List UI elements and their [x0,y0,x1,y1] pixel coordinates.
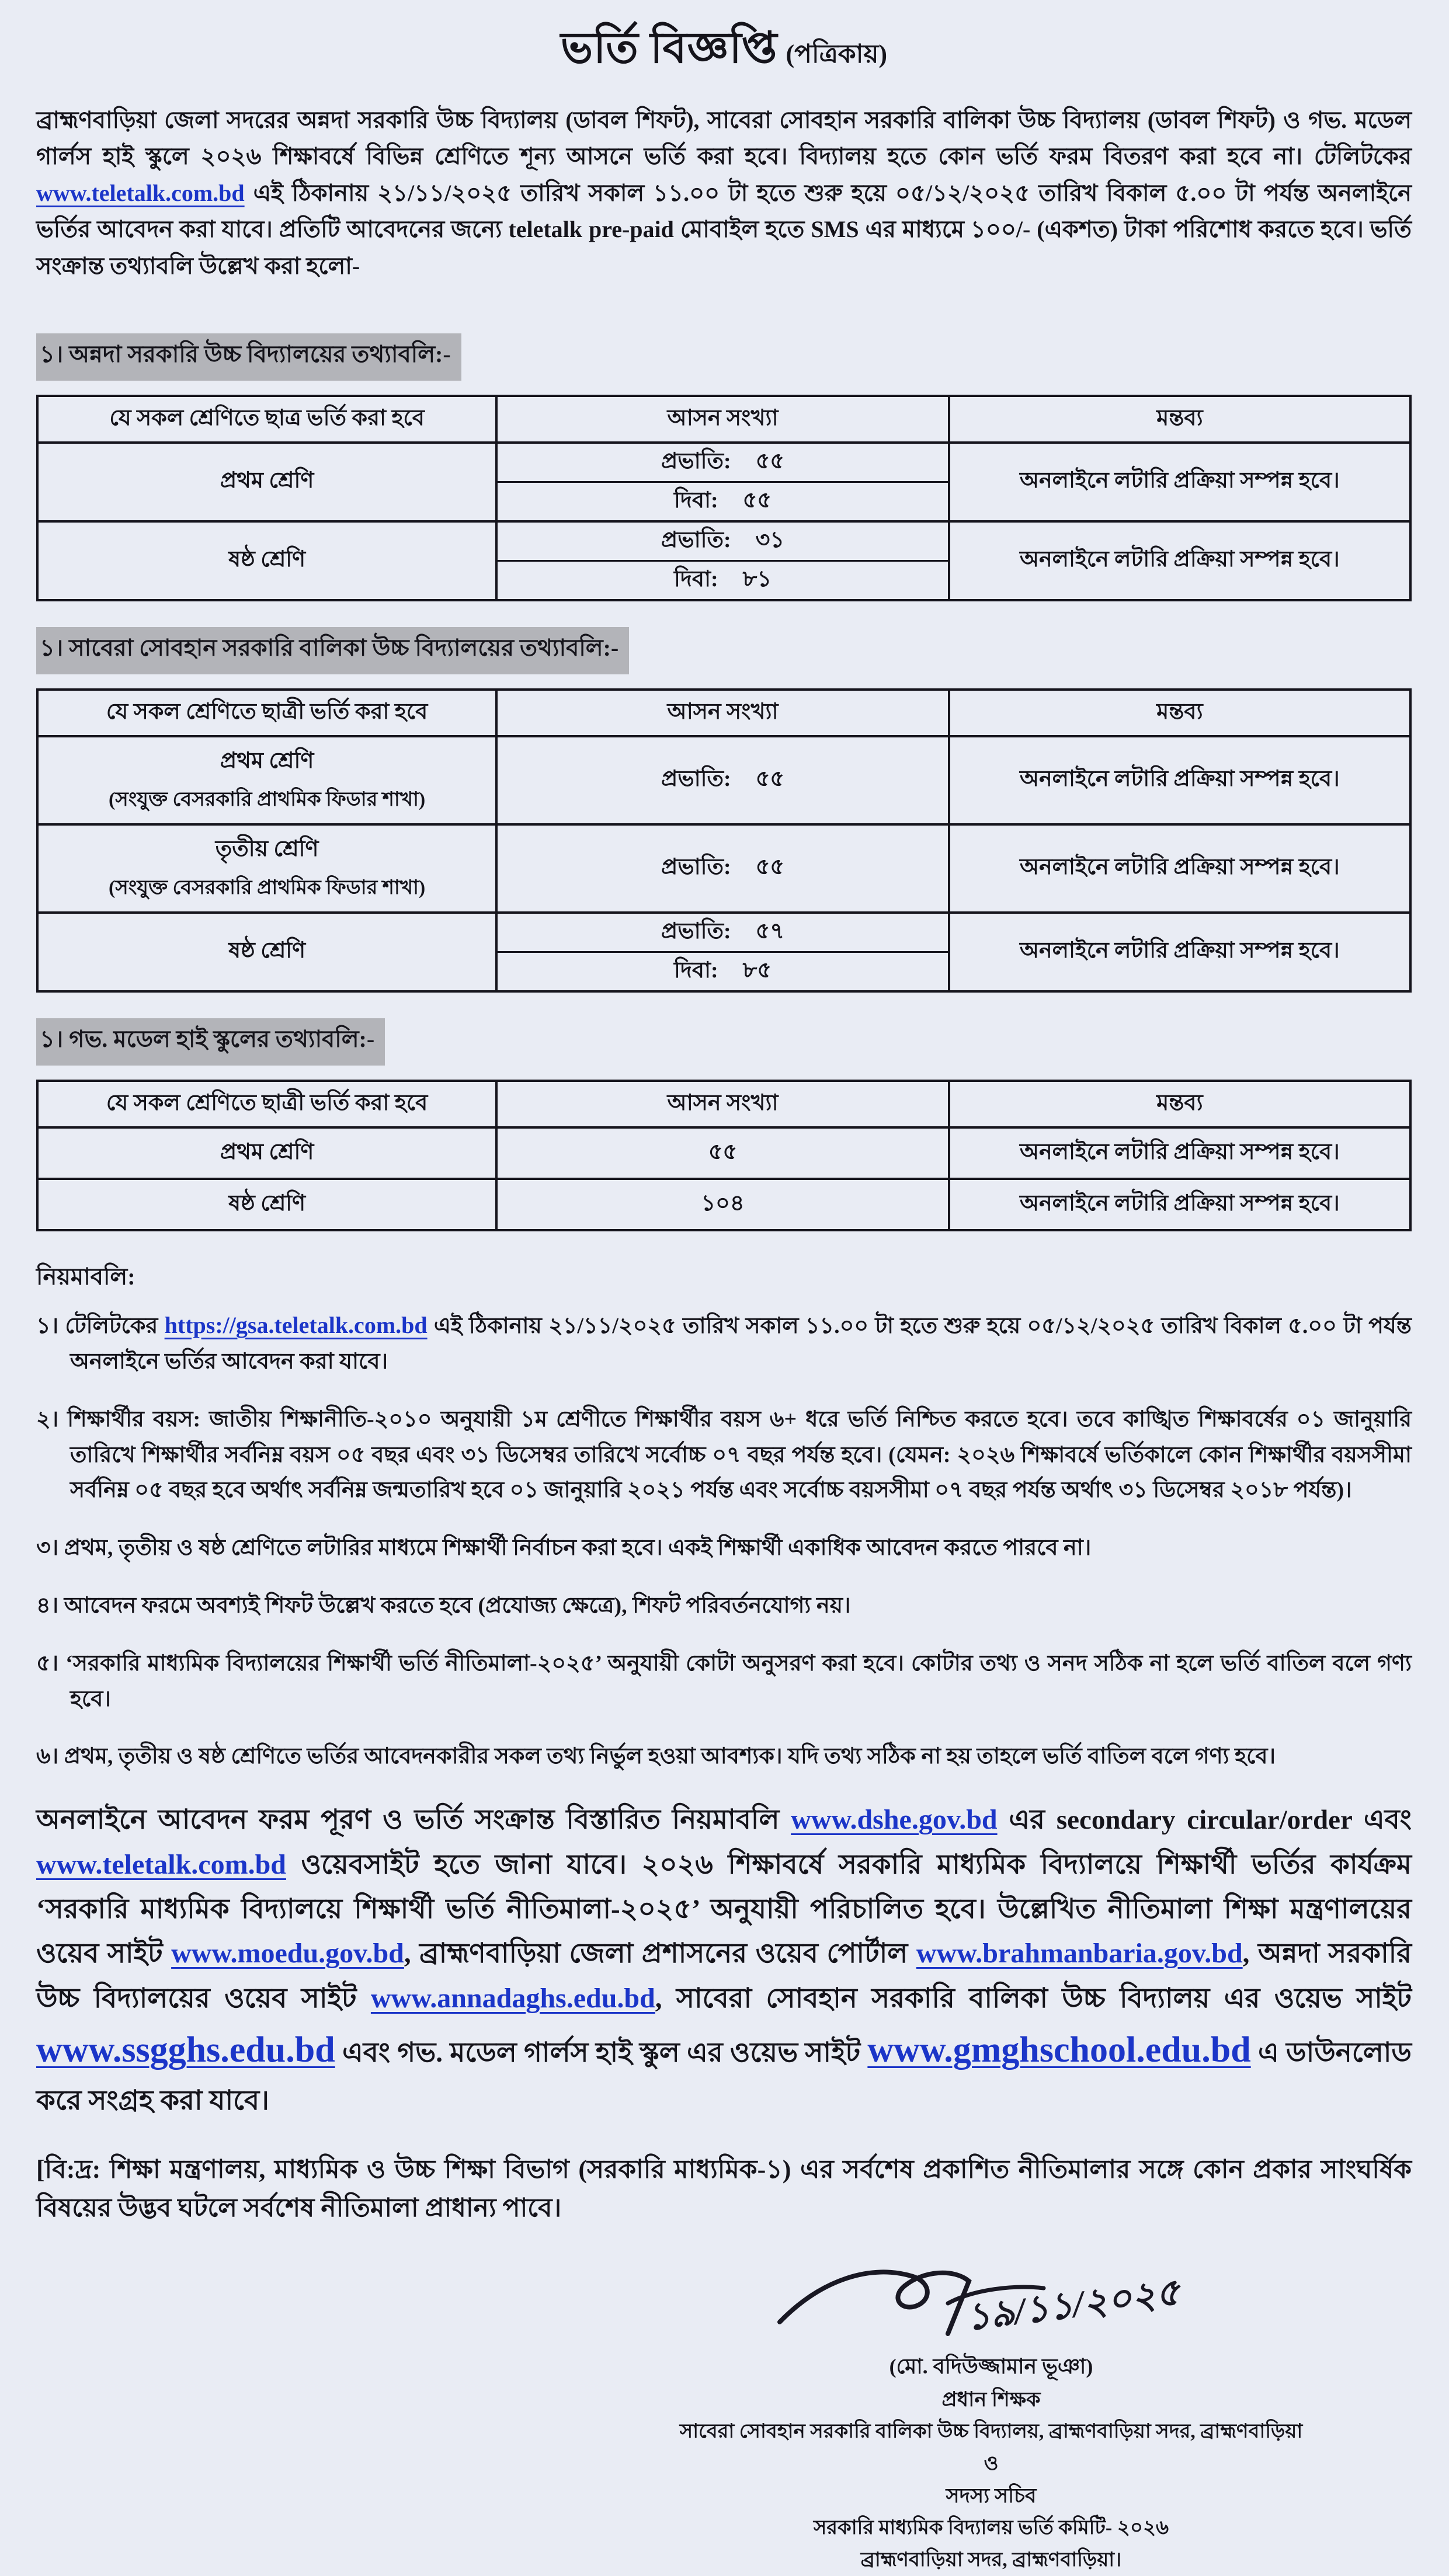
text-run: ব্রাহ্মণবাড়িয়া জেলা সদরের অন্নদা সরকারি উচ্চ বিদ্যালয় (ডাবল শিফট), সাবেরা সোবহান সরকারি বালিকা উচ্চ বিদ্যালয় (ডাবল শিফট) ও গভ. মডেল গার্লস হাই স্কুলে ২০২৬ শিক্ষাবর্ষে বিভিন্ন শ্রেণিতে শূন্য আসনে ভর্তি করা হবে। বিদ্যালয় হতে কোন ভর্তি ফরম বিতরণ করা হবে না। টেলিটকের [36,107,1412,170]
class-cell [39,444,498,520]
table-header-cell: আসন সংখ্যা [667,405,779,430]
remark-cell [950,523,1409,599]
seats-cell [498,826,950,911]
table-row [39,823,1409,911]
signatory-org: সাবেরা সোবহান সরকারি বালিকা উচ্চ বিদ্যালয়, ব্রাহ্মণবাড়িয়া সদর, ব্রাহ্মণবাড়িয়া [679,2421,1303,2443]
remark-text: অনলাইনে লটারি প্রক্রিয়া সম্পন্ন হবে। [1020,938,1340,963]
rule-number: ৫। [36,1651,66,1676]
page-title [36,12,1412,87]
class-note: (সংযুক্ত বেসরকারি প্রাথমিক ফিডার শাখা) [108,788,426,810]
seat-shift-label: দিবা: [673,958,718,983]
note-paragraph: [বি:দ্র: শিক্ষা মন্ত্রণালয়, মাধ্যমিক ও উচ্চ শিক্ষা বিভাগ (সরকারি মাধ্যমিক-১) এর সর্বশেষ প্রকাশিত নীতিমালার সঙ্গে কোন প্রকার সাংঘর্ষিক বিষয়ের উদ্ভব ঘটলে সর্বশেষ নীতিমালা প্রাধান্য পাবে। [36,2154,1412,2222]
class-name: প্রথম শ্রেণি [220,748,314,773]
seat-shift-label: প্রভাতি: [661,767,731,792]
class-cell [39,523,498,599]
class-name: ষষ্ঠ শ্রেণি [228,1190,306,1216]
table-header-cell: যে সকল শ্রেণিতে ছাত্রী ভর্তি করা হবে [106,699,428,724]
seat-count: ৫৫ [755,448,785,474]
remark-text: অনলাইনে লটারি প্রক্রিয়া সম্পন্ন হবে। [1020,1139,1340,1164]
text-run: প্রথম, তৃতীয় ও ষষ্ঠ শ্রেণিতে ভর্তির আবেদনকারীর সকল তথ্য নির্ভুল হওয়া আবশ্যক। যদি তথ্য সঠিক না হয় তাহলে ভর্তি বাতিল বলে গণ্য হবে। [64,1744,1276,1769]
signatory-role-2: সদস্য সচিব [946,2484,1037,2508]
text-run: , সাবেরা সোবহান সরকারি বালিকা উচ্চ বিদ্যালয় এর ওয়েভ সাইট [655,1983,1412,2014]
class-cell [39,737,498,823]
seat-entry [498,560,948,599]
class-name: তৃতীয় শ্রেণি [215,836,319,861]
class-name: প্রথম শ্রেণি [220,1139,314,1164]
school-sections [36,308,1412,1231]
table-row [39,911,1409,990]
remark-cell [950,444,1409,520]
text-run: এর secondary circular/order এবং [997,1805,1412,1836]
seats-cell [498,444,950,520]
inline-link[interactable]: www.ssgghs.edu.bd [36,2030,335,2070]
class-cell [39,826,498,911]
remark-text: অনলাইনে লটারি প্রক্রিয়া সম্পন্ন হবে। [1020,1190,1340,1216]
table-header-cell: মন্তব্য [1156,405,1203,430]
table-header-row [39,691,1409,735]
seat-shift-label: দিবা: [673,488,718,513]
class-note: (সংযুক্ত বেসরকারি প্রাথমিক ফিডার শাখা) [108,876,426,899]
remark-text: অনলাইনে লটারি প্রক্রিয়া সম্পন্ন হবে। [1020,855,1340,880]
table-row [39,441,1409,520]
text-run: এই ঠিকানায় ২১/১১/২০২৫ তারিখ সকাল ১১.০০ টা হতে শুরু হয়ে ০৫/১২/২০২৫ তারিখ বিকাল ৫.০০ টা পর্যন্ত অনলাইনে ভর্তির আবেদন করা যাবে। প্রতিটি আবেদনের জন্যে teletalk pre-paid মোবাইল হতে SMS এর মাধ্যমে ১০০/- (একশত) টাকা পরিশোধ করতে হবে। ভর্তি সংক্রান্ত তথ্যাবলি উল্লেখ করা হলো- [36,179,1412,279]
rule-item [36,1530,1412,1566]
remark-cell [950,1129,1409,1178]
seat-count: ১০৪ [701,1190,745,1216]
seat-count: ৫৫ [755,767,785,792]
page-title-main: ভর্তি বিজ্ঞপ্তি [560,25,778,72]
text-run: ‘সরকারি মাধ্যমিক বিদ্যালয়ের শিক্ষার্থী ভর্তি নীতিমালা-২০২৫’ অনুযায়ী কোটা অনুসরণ করা হবে। কোটার তথ্য ও সনদ সঠিক না হলে ভর্তি বাতিল বলে গণ্য হবে। [65,1651,1412,1711]
seat-count: ৫৫ [742,488,772,513]
class-name: ষষ্ঠ শ্রেণি [228,547,306,572]
signature-date: ১৯/১১/২০২৫ [964,2271,1183,2338]
seat-count: ৫৫ [755,855,785,880]
rule-number: ৬। [36,1744,64,1769]
table-row [39,1178,1409,1229]
table-header-cell: আসন সংখ্যা [667,1090,779,1115]
seat-count: ৩১ [755,527,785,552]
seat-entry [498,444,948,481]
table-row [39,1126,1409,1178]
rule-number: ২। [36,1407,68,1432]
signatory-org-2: সরকারি মাধ্যমিক বিদ্যালয় ভর্তি কমিটি- ২০২৬ [813,2517,1169,2539]
seats-table [36,1080,1412,1231]
text-run: , ব্রাহ্মণবাড়িয়া জেলা প্রশাসনের ওয়েব পোর্টাল [404,1938,916,1969]
seats-cell [498,737,950,823]
class-cell [39,1180,498,1229]
text-run: , অন্নদা সরকারি উচ্চ বিদ্যালয়ের ওয়েব সাইট [36,1938,1412,2014]
page-title-note: (পত্রিকায়) [786,40,888,68]
rule-item [36,1307,1412,1380]
text-run: এ ডাউনলোড করে সংগ্রহ করা যাবে। [36,2037,1412,2116]
inline-link[interactable]: www.annadaghs.edu.bd [370,1982,655,2014]
seat-entry [498,914,948,951]
rule-number: ১। [36,1313,65,1338]
seat-count: ৮৫ [742,958,772,983]
inline-link[interactable]: www.brahmanbaria.gov.bd [916,1937,1243,1969]
text-run: এই ঠিকানায় ২১/১১/২০২৫ তারিখ সকাল ১১.০০ টা হতে শুরু হয়ে ০৫/১২/২০২৫ তারিখ বিকাল ৫.০০ টা পর্যন্ত অনলাইনে ভর্তির আবেদন করা যাবে। [70,1313,1412,1374]
text-run: এবং গভ. মডেল গার্লস হাই স্কুল এর ওয়েভ সাইট [335,2037,868,2068]
inline-link[interactable]: www.teletalk.com.bd [36,1849,286,1880]
text-run: অনলাইনে আবেদন ফরম পূরণ ও ভর্তি সংক্রান্ত বিস্তারিত নিয়মাবলি [36,1805,791,1836]
section-heading: ১। অন্নদা সরকারি উচ্চ বিদ্যালয়ের তথ্যাবলি:- [36,333,461,381]
inline-link[interactable]: https://gsa.teletalk.com.bd [164,1311,428,1338]
text-run: ওয়েবসাইট হতে জানা যাবে। ২০২৬ শিক্ষাবর্ষে সরকারি মাধ্যমিক বিদ্যালয়ে শিক্ষার্থী ভর্তির কার্যক্রম ‘সরকারি মাধ্যমিক বিদ্যালয়ে শিক্ষার্থী ভর্তি নীতিমালা-২০২৫’ অনুযায়ী পরিচালিত হবে। উল্লেখিত নীতিমালা শিক্ষা মন্ত্রণালয়ের ওয়েব সাইট [36,1849,1412,1969]
inline-link[interactable]: www.teletalk.com.bd [36,179,245,206]
section-heading: ১। গভ. মডেল হাই স্কুলের তথ্যাবলি:- [36,1018,385,1066]
rule-item [36,1739,1412,1774]
rule-number: ৩। [36,1536,64,1561]
remark-cell [950,1180,1409,1229]
table-row [39,520,1409,599]
seat-count: ৫৭ [755,918,785,944]
rule-number: ৪। [36,1593,64,1618]
signatory-and: ও [984,2452,999,2474]
seats-table [36,688,1412,993]
remark-cell [950,737,1409,823]
inline-link[interactable]: www.moedu.gov.bd [171,1937,404,1969]
closing-paragraph [36,1798,1412,2123]
rule-item [36,1402,1412,1508]
rule-item [36,1588,1412,1624]
remark-text: অনলাইনে লটারি প্রক্রিয়া সম্পন্ন হবে। [1020,468,1340,493]
remark-cell [950,914,1409,990]
seat-count: ৫৫ [708,1139,738,1164]
table-header-cell: মন্তব্য [1156,1090,1203,1115]
class-cell [39,914,498,990]
seat-entry [498,737,948,823]
seats-cell [498,523,950,599]
seat-entry [498,1180,948,1229]
seat-shift-label: দিবা: [673,566,718,591]
seats-cell [498,1180,950,1229]
remark-cell [950,826,1409,911]
table-row [39,735,1409,823]
rules-list [36,1307,1412,1774]
seat-entry [498,951,948,990]
seat-shift-label: প্রভাতি: [661,918,731,944]
table-header-cell: যে সকল শ্রেণিতে ছাত্রী ভর্তি করা হবে [106,1090,428,1115]
seat-shift-label: প্রভাতি: [661,448,731,474]
seats-cell [498,914,950,990]
signatory-name: (মো. বদিউজ্জামান ভূঞা) [889,2354,1093,2378]
seat-count: ৮১ [742,566,772,591]
section-heading: ১। সাবেরা সোবহান সরকারি বালিকা উচ্চ বিদ্যালয়ের তথ্যাবলি:- [36,627,629,674]
signature-image [769,2247,1213,2358]
rules-title: নিয়মাবলি: [36,1263,135,1290]
seats-table [36,395,1412,601]
seat-entry [498,826,948,911]
remark-text: অনলাইনে লটারি প্রক্রিয়া সম্পন্ন হবে। [1020,767,1340,792]
table-header-cell: আসন সংখ্যা [667,699,779,724]
signature-block [582,2247,1400,2576]
inline-link[interactable]: www.gmghschool.edu.bd [867,2030,1251,2070]
remark-text: অনলাইনে লটারি প্রক্রিয়া সম্পন্ন হবে। [1020,547,1340,572]
signatory-org-3: ব্রাহ্মণবাড়িয়া সদর, ব্রাহ্মণবাড়িয়া। [860,2549,1122,2571]
table-header-cell: যে সকল শ্রেণিতে ছাত্র ভর্তি করা হবে [109,405,425,430]
signature-row [582,2247,1400,2358]
intro-paragraph [36,102,1412,284]
class-cell [39,1129,498,1178]
table-header-cell: মন্তব্য [1156,699,1203,724]
seat-shift-label: প্রভাতি: [661,855,731,880]
text-run: টেলিটকের [65,1313,165,1338]
seat-entry [498,481,948,520]
table-header-row [39,397,1409,441]
inline-link[interactable]: www.dshe.gov.bd [791,1804,998,1836]
seats-cell [498,1129,950,1178]
table-header-row [39,1082,1409,1126]
text-run: প্রথম, তৃতীয় ও ষষ্ঠ শ্রেণিতে লটারির মাধ্যমে শিক্ষার্থী নির্বাচন করা হবে। একই শিক্ষার্থী একাধিক আবেদন করতে পারবে না। [64,1536,1092,1561]
class-name: প্রথম শ্রেণি [220,468,314,493]
text-run: শিক্ষার্থীর বয়স: জাতীয় শিক্ষানীতি-২০১০ অনুযায়ী ১ম শ্রেণীতে শিক্ষার্থীর বয়স ৬+ ধরে ভর্তি নিশ্চিত করতে হবে। তবে কাঙ্খিত শিক্ষাবর্ষের ০১ জানুয়ারি তারিখে শিক্ষার্থীর সর্বনিম্ন বয়স ০৫ বছর এবং ৩১ ডিসেম্বর তারিখে সর্বোচ্চ ০৭ বছর পর্যন্ত হবে। (যেমন: ২০২৬ শিক্ষাবর্ষে ভর্তিকালে কোন শিক্ষার্থীর বয়সসীমা সর্বনিম্ন ০৫ বছর হবে অর্থাৎ সর্বনিম্ন জন্মতারিখ হবে ০১ জানুয়ারি ২০২১ পর্যন্ত এবং সর্বোচ্চ বয়সসীমা ০৭ বছর পর্যন্ত অর্থাৎ ৩১ ডিসেম্বর ২০১৮ পর্যন্ত)। [67,1407,1412,1503]
class-name: ষষ্ঠ শ্রেণি [228,938,306,963]
seat-shift-label: প্রভাতি: [661,527,731,552]
seat-entry [498,523,948,560]
signatory-role: প্রধান শিক্ষক [941,2388,1041,2411]
seat-entry [498,1129,948,1178]
rule-item [36,1646,1412,1717]
text-run: আবেদন ফরমে অবশ্যই শিফট উল্লেখ করতে হবে (প্রযোজ্য ক্ষেত্রে), শিফট পরিবর্তনযোগ্য নয়। [64,1593,851,1618]
